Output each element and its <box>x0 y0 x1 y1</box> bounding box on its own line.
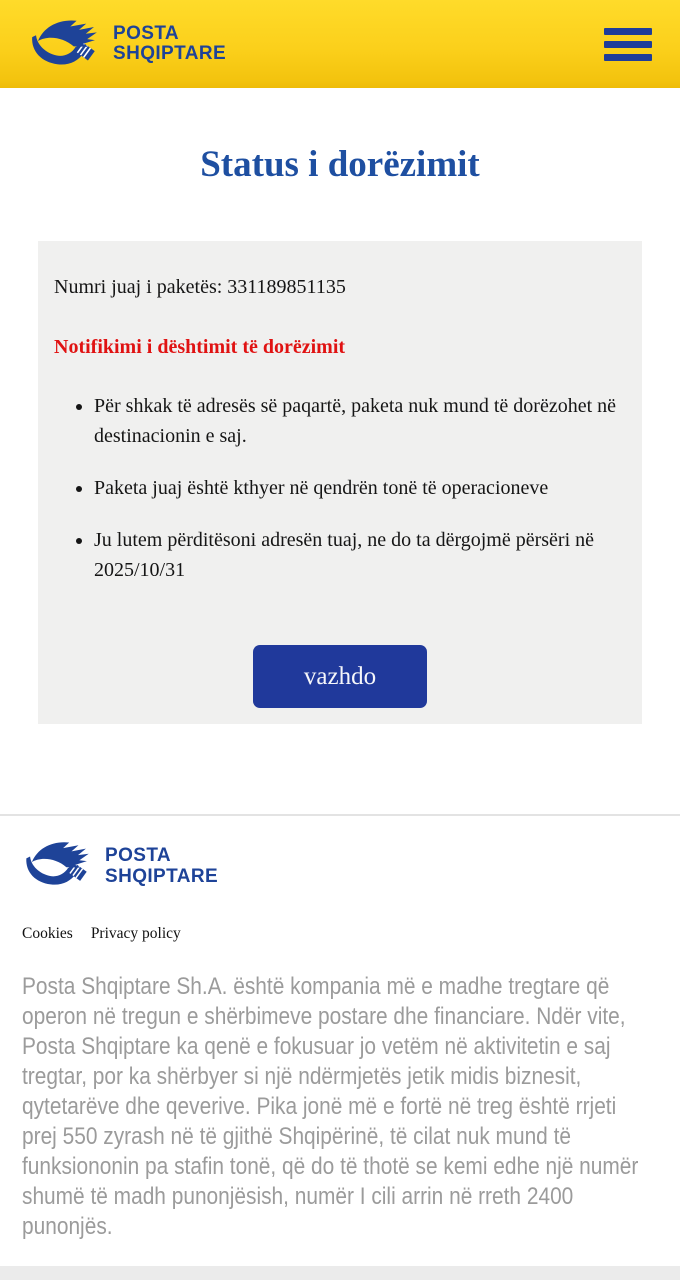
header-brand-logo[interactable] <box>28 14 226 75</box>
cookies-link[interactable]: Cookies <box>22 925 73 942</box>
company-description-text: Posta Shqiptare Sh.A. është kompania më e madhe tregtare që operon në tregun e shërbimeve postare dhe financiare. Ndër vite, Posta Shqiptare ka qenë e fokusuar jo vetëm në aktivitetin e saj tregtar, por ka shërbyer si një ndërmjetës jetik midis biznesit, qytetarëve dhe qeverive. Pika jonë më e fortë në treg është rrjeti prej 550 zyrash në të gjithë Shqipërinë, të cilat nuk mund të funksiononin pa stafin tonë, që do të thotë se kemi edhe një numër shumë të madh punonjësish, numër I cili arrin në rreth 2400 punonjës. <box>22 973 639 1240</box>
brand-name <box>113 24 226 64</box>
brand-name-line1: POSTA <box>105 844 172 866</box>
page-title: Status i dorëzimit <box>200 144 480 185</box>
footer-links <box>22 925 680 943</box>
list-item: • Ju lutem përditësoni adresën tuaj, ne do ta dërgojmë përsëri në 2025/10/31 <box>94 525 626 585</box>
package-number-line <box>54 274 626 301</box>
footer-about-section <box>22 972 652 1242</box>
package-number-label: Numri juaj i paketës: <box>54 276 223 298</box>
bottom-strip <box>0 1266 680 1280</box>
delivery-status-card <box>38 241 642 724</box>
posta-bird-icon <box>22 836 94 895</box>
footer-brand-logo[interactable] <box>22 836 680 895</box>
button-row <box>54 645 626 708</box>
privacy-policy-link[interactable]: Privacy policy <box>90 925 181 942</box>
list-item: • Paketa juaj është kthyer në qendrën tonë të operacioneve <box>94 473 626 503</box>
posta-bird-icon <box>28 14 102 75</box>
page-footer <box>0 814 680 1242</box>
hamburger-menu-icon[interactable] <box>604 26 652 63</box>
continue-button[interactable]: vazhdo <box>253 645 427 708</box>
app-header <box>0 0 680 88</box>
brand-name-line1: POSTA <box>113 23 180 44</box>
brand-name-line2: SHQIPTARE <box>113 43 227 64</box>
delivery-failure-heading: Notifikimi i dështimit të dorëzimit <box>54 336 346 358</box>
package-number-value: 331189851135 <box>227 276 346 298</box>
brand-name-line2: SHQIPTARE <box>105 865 219 887</box>
failure-reason-list <box>54 391 626 585</box>
brand-name <box>105 845 218 887</box>
list-item: • Për shkak të adresës së paqartë, paketa nuk mund të dorëzohet në destinacionin e saj. <box>94 391 626 451</box>
